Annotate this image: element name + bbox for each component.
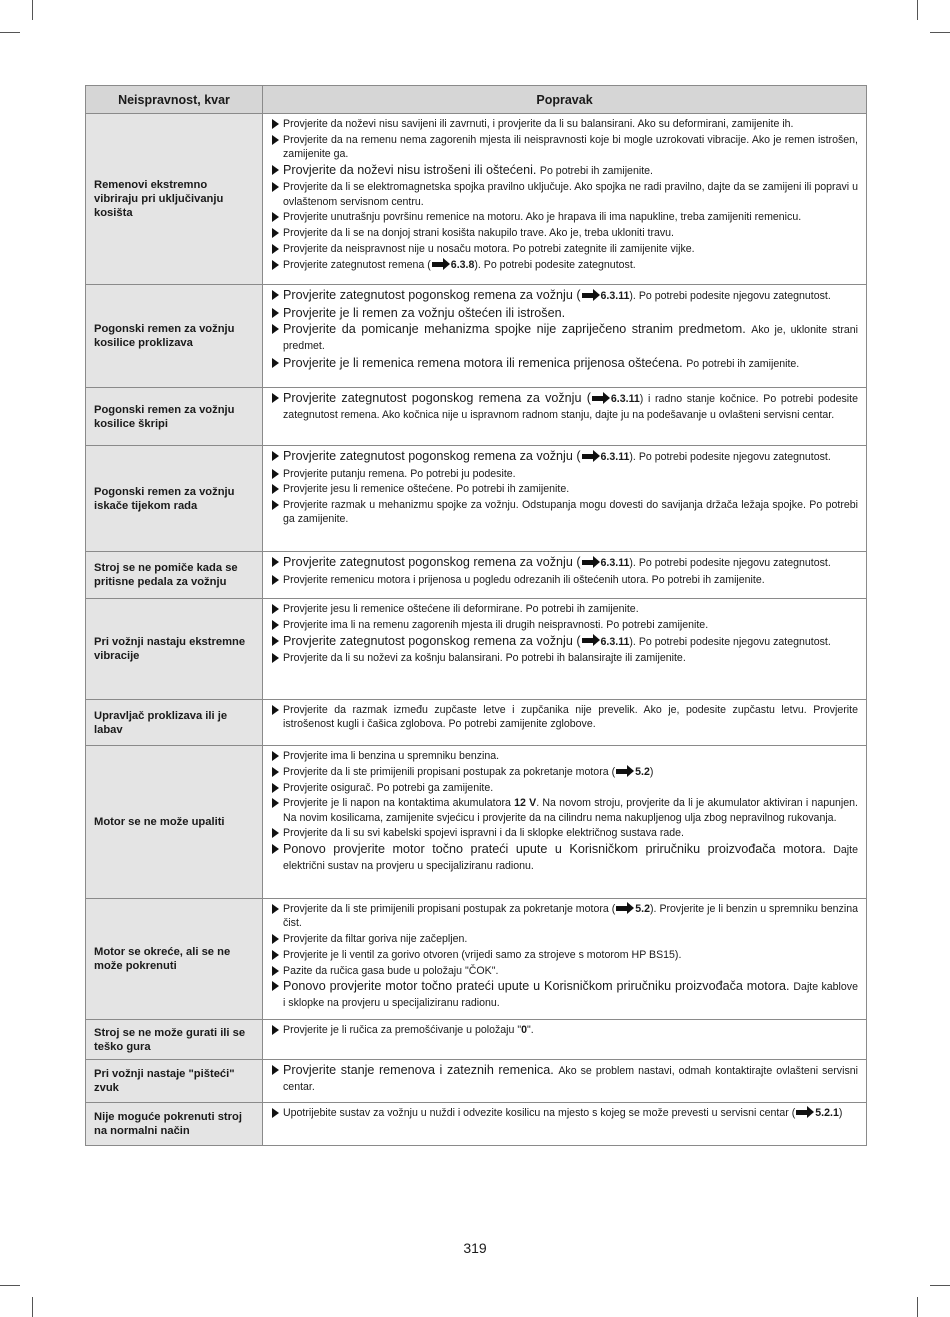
bullet-arrow-icon [272, 751, 279, 761]
fix-list-item [271, 288, 858, 304]
fix-list-item [271, 258, 858, 272]
item-text: Provjerite je li napon na kontaktima akumulatora [283, 797, 515, 810]
bullet-arrow-icon [272, 1108, 279, 1118]
item-text: Provjerite da li se na donjoj strani kosišta nakupilo trave. Ako je, treba ukloniti travu. [283, 227, 674, 240]
item-text: Po potrebi ih zamijenite. [686, 357, 800, 370]
fault-cell: Remenovi ekstremno vibriraju pri uključivanju kosišta [86, 114, 263, 285]
reference-arrow-icon [616, 769, 627, 774]
section-reference: 6.3.11 [600, 635, 630, 648]
bullet-arrow-icon [272, 934, 279, 944]
bullet-arrow-icon [272, 653, 279, 663]
item-text: Po potrebi ih zamijenite. [539, 164, 653, 177]
fault-cell: Motor se okreće, ali se ne može pokrenuti [86, 899, 263, 1020]
fix-cell [263, 700, 867, 746]
table-row [86, 599, 867, 700]
bullet-arrow-icon [272, 451, 279, 461]
fix-list-item [271, 1106, 858, 1120]
fix-list-item [271, 180, 858, 208]
fault-cell: Pri vožnji nastaju ekstremne vibracije [86, 599, 263, 700]
fix-list-item [271, 842, 858, 874]
fix-cell [263, 388, 867, 446]
section-reference: 6.3.8 [450, 258, 475, 271]
fault-cell: Pogonski remen za vožnju kosilice škripi [86, 388, 263, 446]
bullet-arrow-icon [272, 844, 279, 854]
bullet-arrow-icon [272, 290, 279, 300]
reference-arrow-icon [582, 638, 593, 643]
page-number: 319 [463, 1240, 487, 1256]
item-text: Upotrijebite sustav za vožnju u nuždi i odvezite kosilicu na mjesto s kojeg se može prevesti u servisni centar ( [283, 1106, 796, 1119]
item-text-after: ) [838, 1106, 843, 1119]
fix-cell [263, 746, 867, 899]
item-text: Provjerite da li ste primijenili propisani postupak za pokretanje motora ( [283, 903, 616, 915]
crop-mark [917, 1297, 918, 1317]
bullet-arrow-icon [272, 500, 279, 510]
item-text: Provjerite je li ručica za premošćivanje u položaju " [283, 1024, 522, 1036]
item-text: Provjerite putanju remena. Po potrebi ju podesite. [283, 467, 516, 480]
item-lead-text: Provjerite je li remen za vožnju oštećen ili istrošen. [283, 305, 566, 320]
bullet-arrow-icon [272, 557, 279, 567]
bullet-arrow-icon [272, 767, 279, 777]
item-text: Provjerite ima li benzina u spremniku benzina. [283, 750, 500, 762]
bullet-arrow-icon [272, 705, 279, 715]
fault-cell: Motor se ne može upaliti [86, 746, 263, 899]
fix-list-item [271, 618, 858, 632]
section-reference: 5.2 [635, 765, 650, 778]
item-text: Provjerite osigurač. Po potrebi ga zamijenite. [283, 781, 494, 794]
fault-column-header: Neispravnost, kvar [86, 86, 263, 114]
reference-arrow-icon [582, 293, 593, 298]
fix-list-item [271, 826, 858, 840]
bullet-arrow-icon [272, 1065, 279, 1075]
section-reference: 6.3.11 [610, 393, 640, 405]
fix-list-item [271, 242, 858, 256]
fix-cell [263, 552, 867, 599]
fix-list-item [271, 602, 858, 616]
fix-list-item [271, 356, 858, 372]
bullet-arrow-icon [272, 904, 279, 914]
item-text: Ako se problem nastavi, odmah kontaktirajte ovlašteni servisni centar. [283, 1065, 858, 1093]
reference-arrow-icon [616, 906, 627, 911]
item-bold-value: 12 V [514, 797, 537, 810]
reference-arrow-icon [582, 454, 593, 459]
item-text: Pazite da ručica gasa bude u položaju "ČOK". [283, 964, 499, 977]
item-text: Provjerite da noževi nisu savijeni ili zavrnuti, i provjerite da li su balansirani. Ako su deformirani, zamijenite ih. [283, 118, 794, 130]
item-lead-text: Provjerite zategnutost pogonskog remena za vožnju ( [283, 391, 591, 405]
item-text-after: ). Po potrebi podesite zategnutost. [474, 258, 636, 271]
item-text: Provjerite razmak u mehanizmu spojke za vožnju. Odstupanja mogu dovesti do savijanja držača ležaja spojke. Po potrebi ga zamijenite. [283, 499, 858, 526]
bullet-arrow-icon [272, 966, 279, 976]
section-reference: 6.3.11 [600, 557, 630, 569]
bullet-arrow-icon [272, 135, 279, 145]
item-text-after: ) [649, 765, 654, 778]
bullet-arrow-icon [272, 358, 279, 368]
table-row [86, 700, 867, 746]
crop-mark [930, 32, 950, 33]
fault-cell: Nije moguće pokrenuti stroj na normalni način [86, 1102, 263, 1145]
fix-column-header: Popravak [263, 86, 867, 114]
item-text-after: . Na novom stroju, provjerite da li je akumulator aktiviran i napunjen. Na novim kosilicama, zamijenite svjećicu i provjerite da na cilindru nema nakupljenog ulja zbog nepravilnog rukovanja. [283, 797, 858, 824]
crop-mark [32, 1297, 33, 1317]
fix-list-item [271, 796, 858, 824]
table-row [86, 1102, 867, 1145]
bullet-arrow-icon [272, 636, 279, 646]
fix-list-item [271, 117, 858, 131]
item-text: Provjerite da razmak između zupčaste letve i zupčanika nije prevelik. Ako je, podesite zupčastu letvu. Provjerite istrošenost kugli i čašica zglobova. Po potrebi zamijenite zglobove. [283, 704, 858, 731]
item-lead-text: Provjerite da noževi nisu istrošeni ili oštećeni. [283, 162, 537, 177]
item-lead-text: Provjerite zategnutost pogonskog remena za vožnju ( [283, 288, 581, 302]
table-row [86, 446, 867, 552]
section-reference: 6.3.11 [600, 290, 630, 302]
fix-list-item [271, 964, 858, 978]
item-text-after: ) i radno stanje kočnice. Po potrebi podesite zategnutost remena. Ako kočnica nije u ispravnom radnom stanju, dajte ju na podešavanje u ovlašteni servisni centar. [283, 393, 858, 421]
item-text: Provjerite ima li na remenu zagorenih mjesta ili drugih neispravnosti. Po potrebi zamijenite. [283, 618, 709, 631]
item-lead-text: Provjerite stanje remenova i zateznih remenica. [283, 1063, 554, 1077]
fix-list-item [271, 133, 858, 161]
item-lead-text: Provjerite zategnutost pogonskog remena za vožnju ( [283, 633, 581, 648]
fix-list-item [271, 902, 858, 930]
bullet-arrow-icon [272, 119, 279, 129]
table-row [86, 746, 867, 899]
fix-list-item [271, 210, 858, 224]
table-row [86, 1060, 867, 1103]
fix-list-item [271, 322, 858, 354]
reference-arrow-icon [582, 560, 593, 565]
fix-cell [263, 285, 867, 388]
reference-arrow-icon [592, 396, 603, 401]
item-text: Provjerite unutrašnju površinu remenice na motoru. Ako je hrapava ili ima napukline, treba zamijeniti remenicu. [283, 211, 802, 224]
table-row [86, 1020, 867, 1060]
bullet-arrow-icon [272, 260, 279, 270]
bullet-arrow-icon [272, 484, 279, 494]
crop-mark [930, 1285, 950, 1286]
bullet-arrow-icon [272, 783, 279, 793]
fix-list-item [271, 498, 858, 526]
item-text: Provjerite da filtar goriva nije začepljen. [283, 933, 468, 945]
fault-cell: Stroj se ne može gurati ili se teško gura [86, 1020, 263, 1060]
item-text: Provjerite jesu li remenice oštećene. Po potrebi ih zamijenite. [283, 483, 570, 496]
bullet-arrow-icon [272, 324, 279, 334]
fix-list-item [271, 467, 858, 481]
item-text: Provjerite zategnutost remena ( [283, 258, 431, 271]
fix-list-item [271, 948, 858, 962]
fix-list-item [271, 573, 858, 587]
bullet-arrow-icon [272, 620, 279, 630]
crop-mark [917, 0, 918, 20]
bullet-arrow-icon [272, 308, 279, 318]
fix-list-item [271, 749, 858, 763]
fix-list-item [271, 979, 858, 1011]
fix-cell [263, 1060, 867, 1103]
fix-list-item [271, 781, 858, 795]
item-text-after: ). Po potrebi podesite njegovu zategnutost. [629, 635, 831, 648]
fault-cell: Upravljač proklizava ili je labav [86, 700, 263, 746]
item-text: Provjerite da li su noževi za košnju balansirani. Po potrebi ih balansirajte ili zamijenite. [283, 652, 686, 665]
fault-cell: Pri vožnji nastaje "pišteći" zvuk [86, 1060, 263, 1103]
item-lead-text: Provjerite zategnutost pogonskog remena za vožnju ( [283, 555, 581, 569]
item-text: Provjerite remenicu motora i prijenosa u pogledu odrezanih ili oštećenih utora. Po potrebi ih zamijenite. [283, 573, 765, 586]
fix-list-item [271, 703, 858, 731]
bullet-arrow-icon [272, 393, 279, 403]
bullet-arrow-icon [272, 212, 279, 222]
table-row [86, 285, 867, 388]
table-row [86, 899, 867, 1020]
section-reference: 6.3.11 [600, 451, 630, 463]
item-text: Provjerite da li se elektromagnetska spojka pravilno uključuje. Ako spojka ne radi pravilno, dajte da se zamijeni ili popravi u ovlaštenom servisnom centru. [283, 181, 858, 208]
bullet-arrow-icon [272, 950, 279, 960]
item-text-after: ). Po potrebi podesite njegovu zategnutost. [629, 451, 831, 463]
item-text-after: ). Provjerite je li benzin u spremniku benzina čist. [283, 903, 858, 930]
bullet-arrow-icon [272, 575, 279, 585]
fix-list-item [271, 932, 858, 946]
fix-list-item [271, 226, 858, 240]
item-lead-text: Ponovo provjerite motor točno prateći upute u Korisničkom priručniku proizvođača motora. [283, 979, 790, 994]
fix-list-item [271, 306, 858, 321]
item-text-after: ). Po potrebi podesite njegovu zategnutost. [629, 290, 831, 302]
item-text: Ako je, uklonite strani predmet. [283, 324, 859, 353]
troubleshooting-table [85, 85, 867, 1146]
fix-list-item [271, 391, 858, 423]
fix-list-item [271, 482, 858, 496]
fix-cell [263, 899, 867, 1020]
bullet-arrow-icon [272, 182, 279, 192]
item-text: Provjerite da li ste primijenili propisani postupak za pokretanje motora ( [283, 765, 616, 778]
item-lead-text: Provjerite je li remenica remena motora ili remenica prijenosa oštećena. [283, 355, 683, 370]
section-reference: 5.2.1 [815, 1106, 839, 1119]
fix-cell [263, 446, 867, 552]
table-row [86, 114, 867, 285]
item-text-after: ". [527, 1024, 534, 1036]
fix-cell [263, 1102, 867, 1145]
table-row [86, 552, 867, 599]
crop-mark [32, 0, 33, 20]
bullet-arrow-icon [272, 798, 279, 808]
reference-arrow-icon [432, 262, 443, 267]
item-lead-text: Ponovo provjerite motor točno prateći upute u Korisničkom priručniku proizvođača motora. [283, 842, 826, 857]
fix-list-item [271, 765, 858, 779]
crop-mark [0, 1285, 20, 1286]
table-row [86, 388, 867, 446]
item-text: Provjerite jesu li remenice oštećene ili deformirane. Po potrebi ih zamijenite. [283, 603, 639, 615]
fix-list-item [271, 1023, 858, 1037]
bullet-arrow-icon [272, 228, 279, 238]
bullet-arrow-icon [272, 469, 279, 479]
fix-cell [263, 1020, 867, 1060]
item-bold-value: 0 [521, 1024, 528, 1036]
fault-cell: Stroj se ne pomiče kada se pritisne pedala za vožnju [86, 552, 263, 599]
item-text: Dajte kablove i sklopke na provjeru u specijaliziranu radionu. [283, 981, 858, 1010]
crop-mark [0, 32, 20, 33]
fix-list-item [271, 1063, 858, 1095]
bullet-arrow-icon [272, 604, 279, 614]
fix-list-item [271, 163, 858, 179]
fix-cell [263, 114, 867, 285]
item-text: Provjerite da na remenu nema zagorenih mjesta ili neispravnosti koje bi mogle uzrokovati vibracije. Ako je remen istrošen, zamijenite ga. [283, 133, 858, 160]
fix-list-item [271, 555, 858, 571]
bullet-arrow-icon [272, 828, 279, 838]
item-text-after: ). Po potrebi podesite njegovu zategnutost. [629, 557, 831, 569]
table-header-row [86, 86, 867, 114]
item-text: Provjerite da li su svi kabelski spojevi ispravni i da li sklopke električnog sustava rade. [283, 827, 684, 840]
fault-cell: Pogonski remen za vožnju kosilice proklizava [86, 285, 263, 388]
item-lead-text: Provjerite zategnutost pogonskog remena za vožnju ( [283, 449, 581, 463]
bullet-arrow-icon [272, 165, 279, 175]
fix-list-item [271, 651, 858, 665]
bullet-arrow-icon [272, 1025, 279, 1035]
reference-arrow-icon [796, 1110, 807, 1115]
fix-list-item [271, 449, 858, 465]
bullet-arrow-icon [272, 244, 279, 254]
fault-cell: Pogonski remen za vožnju iskače tijekom rada [86, 446, 263, 552]
table-body [86, 114, 867, 1146]
fix-cell [263, 599, 867, 700]
fix-list-item [271, 634, 858, 650]
section-reference: 5.2 [635, 903, 651, 915]
item-text: Dajte električni sustav na provjeru u specijaliziranu radionu. [283, 844, 858, 873]
item-lead-text: Provjerite da pomicanje mehanizma spojke nije zapriječeno stranim predmetom. [283, 322, 746, 337]
item-text: Provjerite je li ventil za gorivo otvoren (vrijedi samo za strojeve s motorom HP BS15). [283, 948, 682, 961]
bullet-arrow-icon [272, 981, 279, 991]
item-text: Provjerite da neispravnost nije u nosaču motora. Po potrebi zategnite ili zamijenite vijke. [283, 242, 695, 255]
